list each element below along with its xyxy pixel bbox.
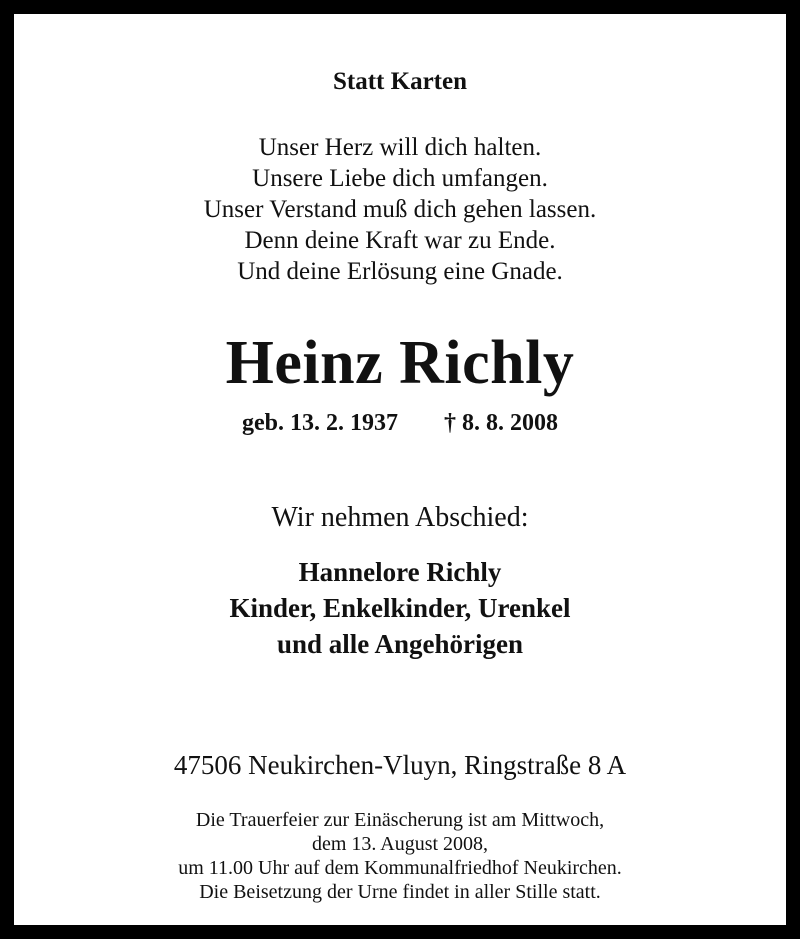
obituary-content: [28, 28, 772, 911]
deceased-name: Heinz Richly: [225, 329, 575, 397]
address: 47506 Neukirchen-Vluyn, Ringstraße 8 A: [173, 750, 627, 780]
mourner-line: und alle Angehörigen: [276, 629, 524, 659]
death-date: † 8. 8. 2008: [444, 410, 558, 436]
poem: [28, 132, 772, 287]
funeral-notice: [28, 808, 772, 904]
notice-line: Die Trauerfeier zur Einäscherung ist am Mittwoch,: [195, 809, 605, 831]
mourners: [28, 554, 772, 662]
notice-line: dem 13. August 2008,: [311, 833, 489, 855]
poem-line: Unser Herz will dich halten.: [258, 134, 542, 161]
birth-date: geb. 13. 2. 1937: [242, 410, 398, 436]
header-text: Statt Karten: [333, 68, 467, 95]
notice-line: Die Beisetzung der Urne findet in aller Stille statt.: [199, 881, 601, 903]
farewell-text: Wir nehmen Abschied:: [271, 502, 529, 533]
poem-line: Denn deine Kraft war zu Ende.: [244, 227, 556, 254]
mourner-line: Hannelore Richly: [298, 557, 502, 587]
poem-line: Unser Verstand muß dich gehen lassen.: [203, 196, 597, 223]
poem-line: Und deine Erlösung eine Gnade.: [237, 258, 563, 285]
life-dates: [28, 410, 772, 437]
notice-line: um 11.00 Uhr auf dem Kommunalfriedhof Neukirchen.: [178, 857, 622, 879]
mourner-line: Kinder, Enkelkinder, Urenkel: [229, 593, 571, 623]
poem-line: Unsere Liebe dich umfangen.: [252, 165, 548, 192]
